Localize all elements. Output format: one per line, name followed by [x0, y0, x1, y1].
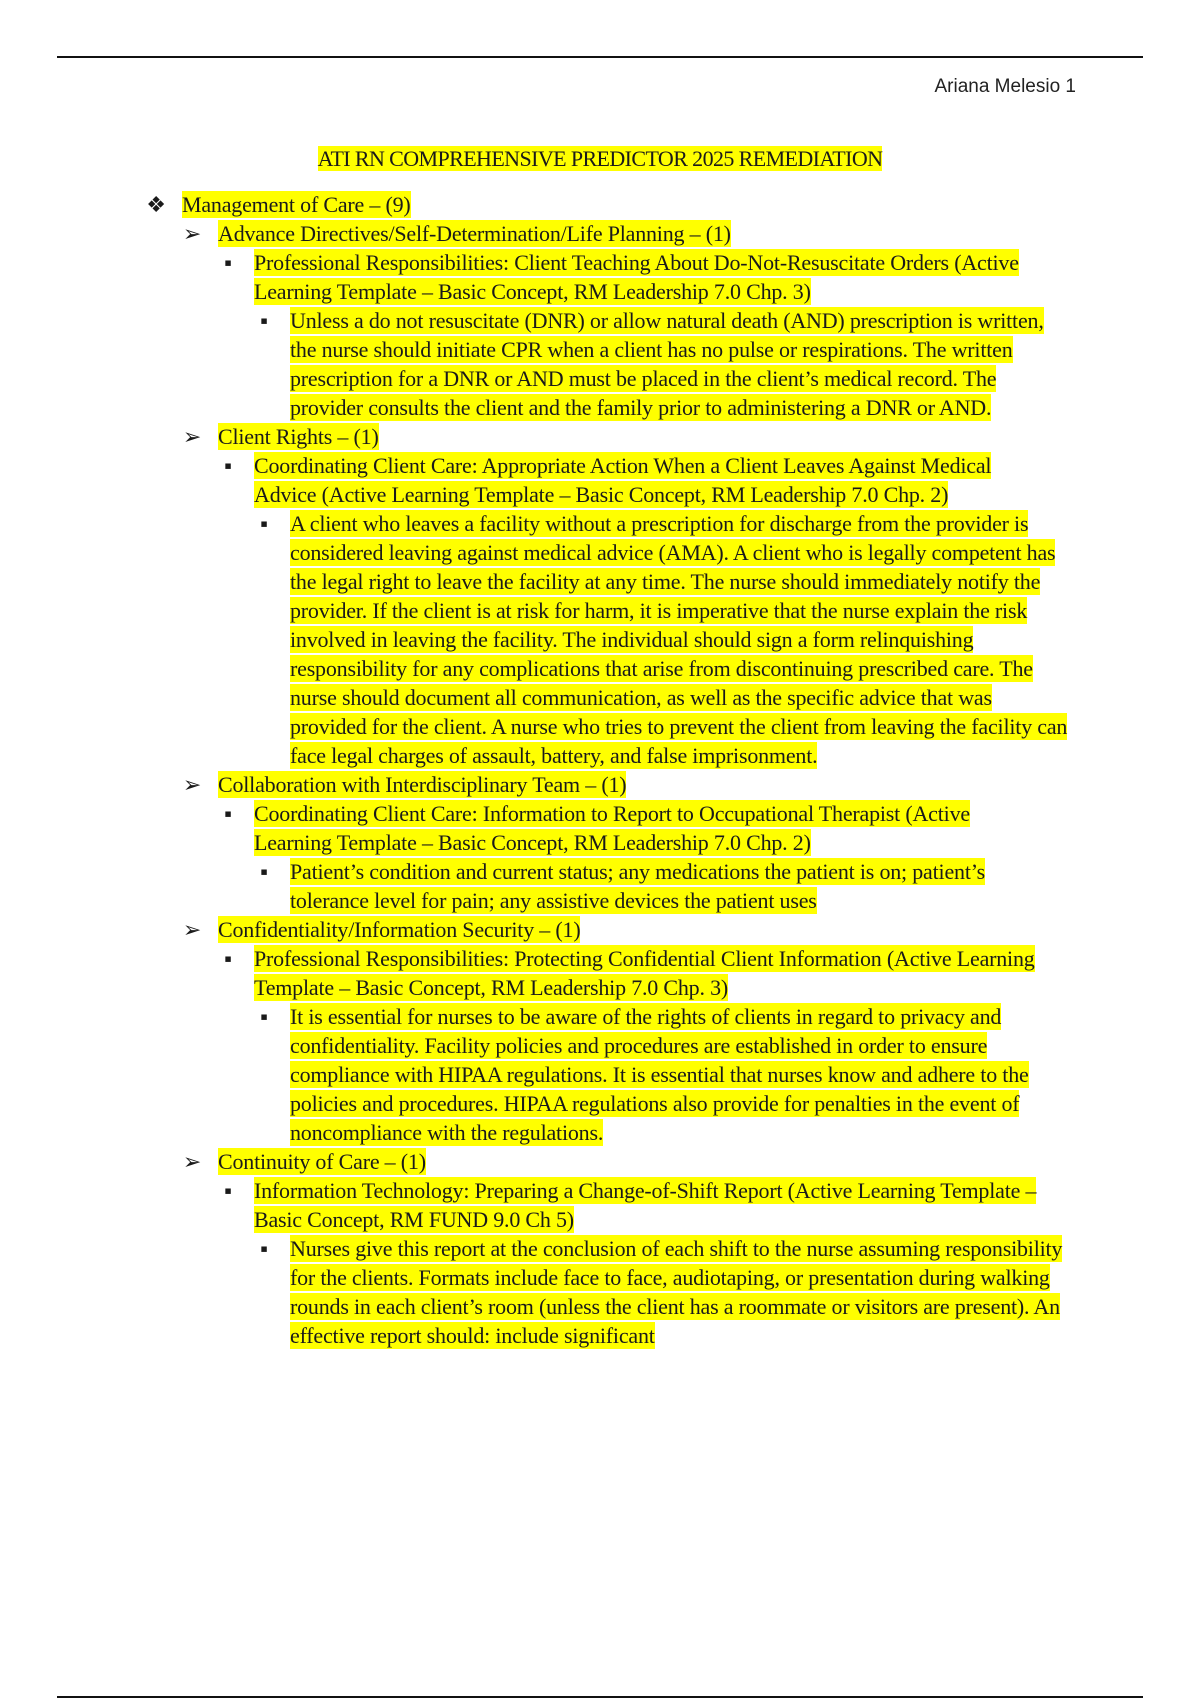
outline-item-continuity-of-care	[0, 1147, 1098, 1176]
outline-body	[0, 190, 1200, 1350]
outline-item-management-of-care	[0, 190, 1082, 219]
outline-item-text: Patient’s condition and current status; any medications the patient is on; patient’s tolerance level for pain; any assistive devices the patient uses	[290, 859, 985, 913]
outline-item-text: Professional Responsibilities: Client Teaching About Do-Not-Resuscitate Orders (Active Learning Template – Basic Concept, RM Leadership 7.0 Chp. 3)	[254, 250, 1019, 304]
outline-item-confidential-info	[0, 944, 1044, 1002]
outline-item-text: Confidentiality/Information Security – (1)	[218, 917, 581, 942]
outline-item-confidentiality	[0, 915, 1098, 944]
footer-rule	[57, 1696, 1143, 1698]
arrowhead-bullet-icon: ➢	[182, 1149, 202, 1174]
outline-item-text: It is essential for nurses to be aware of the rights of clients in regard to privacy and confidentiality. Facility policies and procedures are established in order to ensure compliance with HIPAA regulations. It is essential that nurses know and adhere to the policies and procedures. HIPAA regulations also provide for penalties in the event of noncompliance with the regulations.	[290, 1004, 1029, 1145]
square-bullet-icon: ▪	[260, 859, 268, 884]
square-bullet-icon: ▪	[224, 250, 232, 275]
arrowhead-bullet-icon: ➢	[182, 917, 202, 942]
outline-item-shift-report	[0, 1176, 1044, 1234]
document-title	[0, 146, 1200, 172]
square-bullet-icon: ▪	[260, 1004, 268, 1029]
arrowhead-bullet-icon: ➢	[182, 424, 202, 449]
arrowhead-bullet-icon: ➢	[182, 772, 202, 797]
outline-item-ot-detail	[0, 857, 1068, 915]
outline-item-ama-action	[0, 451, 1044, 509]
outline-item-text: Information Technology: Preparing a Change-of-Shift Report (Active Learning Template – Basic Concept, RM FUND 9.0 Ch 5)	[254, 1178, 1037, 1232]
diamond-bullet-icon: ❖	[146, 192, 166, 217]
square-bullet-icon: ▪	[224, 946, 232, 971]
outline-item-client-rights	[0, 422, 1098, 451]
outline-item-text: Coordinating Client Care: Information to Report to Occupational Therapist (Active Learning Template – Basic Concept, RM Leadership 7.0 Chp. 2)	[254, 801, 970, 855]
outline-item-collaboration	[0, 770, 1098, 799]
outline-item-shift-report-detail	[0, 1234, 1068, 1350]
outline-item-dnr-teaching	[0, 248, 1044, 306]
outline-item-dnr-detail	[0, 306, 1068, 422]
outline-item-text: Coordinating Client Care: Appropriate Action When a Client Leaves Against Medical Advice (Active Learning Template – Basic Concept, RM Leadership 7.0 Chp. 2)	[254, 453, 992, 507]
square-bullet-icon: ▪	[224, 453, 232, 478]
square-bullet-icon: ▪	[260, 308, 268, 333]
outline-item-ot-report	[0, 799, 1044, 857]
outline-item-ama-detail	[0, 509, 1068, 770]
outline-item-advance-directives	[0, 219, 1098, 248]
square-bullet-icon: ▪	[224, 801, 232, 826]
arrowhead-bullet-icon: ➢	[182, 221, 202, 246]
outline-item-text: Management of Care – (9)	[182, 192, 411, 217]
header-rule	[57, 56, 1143, 58]
outline-item-text: Continuity of Care – (1)	[218, 1149, 426, 1174]
outline-item-text: Nurses give this report at the conclusion of each shift to the nurse assuming responsibility for the clients. Formats include face to face, audiotaping, or presentation during walking rounds in each client’s room (unless the client has a roommate or visitors are present). An effective report should: include significant	[290, 1236, 1063, 1348]
outline-item-text: A client who leaves a facility without a prescription for discharge from the provider is considered leaving against medical advice (AMA). A client who is legally competent has the legal right to leave the facility at any time. The nurse should immediately notify the provider. If the client is at risk for harm, it is imperative that the nurse explain the risk involved in leaving the facility. The individual should sign a form relinquishing responsibility for any complications that arise from discontinuing prescribed care. The nurse should document all communication, as well as the specific advice that was provided for the client. A nurse who tries to prevent the client from leaving the facility can face legal charges of assault, battery, and false imprisonment.	[290, 511, 1068, 768]
square-bullet-icon: ▪	[260, 1236, 268, 1261]
outline-item-hipaa-detail	[0, 1002, 1068, 1147]
outline-item-text: Unless a do not resuscitate (DNR) or allow natural death (AND) prescription is written, the nurse should initiate CPR when a client has no pulse or respirations. The written prescription for a DNR or AND must be placed in the client’s medical record. The provider consults the client and the family prior to administering a DNR or AND.	[290, 308, 1044, 420]
outline-item-text: Collaboration with Interdisciplinary Team – (1)	[218, 772, 627, 797]
square-bullet-icon: ▪	[260, 511, 268, 536]
outline-item-text: Client Rights – (1)	[218, 424, 379, 449]
page-header-label: Ariana Melesio 1	[934, 76, 1076, 97]
square-bullet-icon: ▪	[224, 1178, 232, 1203]
outline-item-text: Professional Responsibilities: Protecting Confidential Client Information (Active Learning Template – Basic Concept, RM Leadership 7.0 Chp. 3)	[254, 946, 1035, 1000]
document-title-text: ATI RN COMPREHENSIVE PREDICTOR 2025 REMEDIATION	[317, 146, 883, 171]
outline-item-text: Advance Directives/Self-Determination/Life Planning – (1)	[218, 221, 731, 246]
